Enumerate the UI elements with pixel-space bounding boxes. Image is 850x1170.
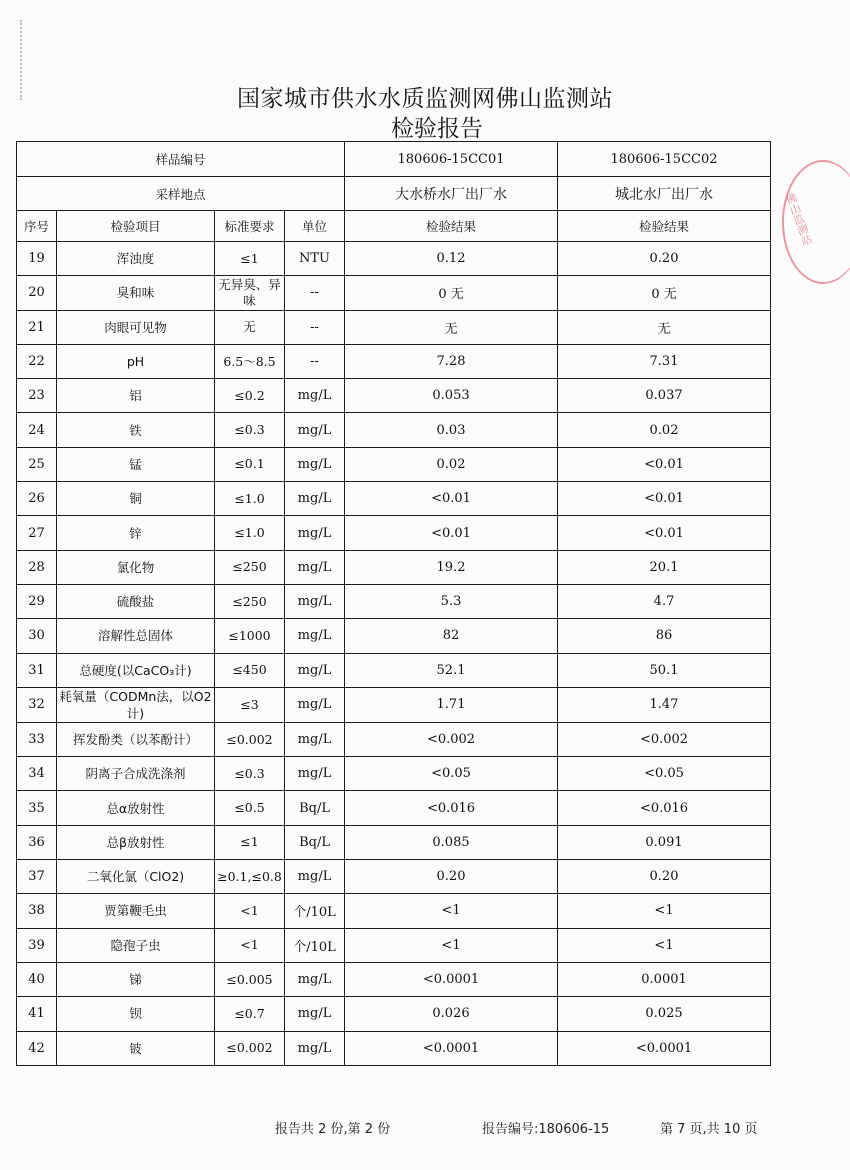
report-title: 国家城市供水水质监测网佛山监测站 bbox=[237, 86, 613, 112]
cell-seq: 34 bbox=[17, 757, 57, 791]
cell-unit: mg/L bbox=[285, 687, 345, 722]
cell-result-1: <1 bbox=[345, 928, 558, 962]
cell-seq: 35 bbox=[17, 791, 57, 825]
cell-item: 总β放射性 bbox=[57, 825, 215, 859]
table-row bbox=[17, 242, 771, 276]
cell-std: ≤250 bbox=[215, 584, 285, 618]
cell-std: 6.5～8.5 bbox=[215, 344, 285, 378]
cell-std: ≤1000 bbox=[215, 619, 285, 653]
cell-result-2: 4.7 bbox=[558, 584, 771, 618]
cell-result-1: 0 无 bbox=[345, 276, 558, 310]
cell-item: 总α放射性 bbox=[57, 791, 215, 825]
table-row bbox=[17, 791, 771, 825]
cell-seq: 42 bbox=[17, 1031, 57, 1065]
cell-result-1: 0.03 bbox=[345, 413, 558, 447]
cell-item: 溶解性总固体 bbox=[57, 619, 215, 653]
cell-item: 总硬度(以CaCO₃计) bbox=[57, 653, 215, 687]
col-unit: 单位 bbox=[285, 211, 345, 242]
cell-result-2: 1.47 bbox=[558, 687, 771, 722]
cell-seq: 24 bbox=[17, 413, 57, 447]
cell-unit: mg/L bbox=[285, 584, 345, 618]
cell-result-2: 20.1 bbox=[558, 550, 771, 584]
cell-item: 锑 bbox=[57, 962, 215, 996]
cell-std: ≤0.5 bbox=[215, 791, 285, 825]
col-result-2: 检验结果 bbox=[558, 211, 771, 242]
cell-std: ≤0.3 bbox=[215, 757, 285, 791]
footer-copies: 报告共 2 份,第 2 份 bbox=[275, 1122, 391, 1137]
cell-result-1: <0.01 bbox=[345, 516, 558, 550]
cell-result-1: <0.05 bbox=[345, 757, 558, 791]
cell-result-1: 7.28 bbox=[345, 344, 558, 378]
cell-std: ≤250 bbox=[215, 550, 285, 584]
cell-result-1: 0.085 bbox=[345, 825, 558, 859]
cell-seq: 21 bbox=[17, 310, 57, 344]
table-row bbox=[17, 860, 771, 894]
cell-result-1: 82 bbox=[345, 619, 558, 653]
table-row bbox=[17, 584, 771, 618]
cell-unit: mg/L bbox=[285, 757, 345, 791]
cell-result-1: <0.0001 bbox=[345, 1031, 558, 1065]
table-row bbox=[17, 825, 771, 859]
cell-std: ≤0.005 bbox=[215, 962, 285, 996]
cell-std: <1 bbox=[215, 894, 285, 928]
cell-result-2: 0 无 bbox=[558, 276, 771, 310]
sample-no-label: 样品编号 bbox=[17, 142, 345, 177]
cell-unit: mg/L bbox=[285, 860, 345, 894]
cell-std: ≤1 bbox=[215, 242, 285, 276]
table-row bbox=[17, 928, 771, 962]
cell-item: 硫酸盐 bbox=[57, 584, 215, 618]
location-2: 城北水厂出厂水 bbox=[558, 177, 771, 211]
cell-result-1: <1 bbox=[345, 894, 558, 928]
cell-result-2: 无 bbox=[558, 310, 771, 344]
cell-result-1: 0.02 bbox=[345, 447, 558, 481]
cell-unit: mg/L bbox=[285, 722, 345, 756]
table-row bbox=[17, 447, 771, 481]
cell-std: ≤0.3 bbox=[215, 413, 285, 447]
table-row bbox=[17, 1031, 771, 1065]
cell-seq: 25 bbox=[17, 447, 57, 481]
cell-result-1: 无 bbox=[345, 310, 558, 344]
cell-unit: 个/10L bbox=[285, 928, 345, 962]
cell-result-2: 0.037 bbox=[558, 379, 771, 413]
table-row bbox=[17, 550, 771, 584]
cell-seq: 32 bbox=[17, 687, 57, 722]
cell-result-2: <0.01 bbox=[558, 482, 771, 516]
location-1: 大水桥水厂出厂水 bbox=[345, 177, 558, 211]
cell-std: ≤0.2 bbox=[215, 379, 285, 413]
cell-unit: -- bbox=[285, 344, 345, 378]
cell-unit: mg/L bbox=[285, 653, 345, 687]
cell-result-1: 1.71 bbox=[345, 687, 558, 722]
cell-seq: 26 bbox=[17, 482, 57, 516]
cell-result-2: 0.20 bbox=[558, 242, 771, 276]
cell-item: 阴离子合成洗涤剂 bbox=[57, 757, 215, 791]
footer-page: 第 7 页,共 10 页 bbox=[660, 1122, 758, 1137]
table-row bbox=[17, 482, 771, 516]
cell-std: ≤1 bbox=[215, 825, 285, 859]
cell-result-1: 0.026 bbox=[345, 997, 558, 1031]
cell-result-2: <0.0001 bbox=[558, 1031, 771, 1065]
cell-seq: 20 bbox=[17, 276, 57, 310]
cell-item: 耗氧量（CODMn法，以O2计) bbox=[57, 687, 215, 722]
cell-unit: 个/10L bbox=[285, 894, 345, 928]
cell-result-1: 5.3 bbox=[345, 584, 558, 618]
cell-item: 二氧化氯（ClO2) bbox=[57, 860, 215, 894]
cell-result-2: 50.1 bbox=[558, 653, 771, 687]
cell-std: ≤0.002 bbox=[215, 722, 285, 756]
col-item: 检验项目 bbox=[57, 211, 215, 242]
cell-unit: mg/L bbox=[285, 447, 345, 481]
cell-unit: mg/L bbox=[285, 962, 345, 996]
table-row bbox=[17, 757, 771, 791]
table-row bbox=[17, 516, 771, 550]
cell-result-1: 19.2 bbox=[345, 550, 558, 584]
cell-result-1: 0.12 bbox=[345, 242, 558, 276]
table-row bbox=[17, 413, 771, 447]
table-row bbox=[17, 894, 771, 928]
col-result-1: 检验结果 bbox=[345, 211, 558, 242]
table-row bbox=[17, 619, 771, 653]
cell-result-2: 7.31 bbox=[558, 344, 771, 378]
col-seq: 序号 bbox=[17, 211, 57, 242]
cell-result-2: 0.091 bbox=[558, 825, 771, 859]
cell-result-1: <0.0001 bbox=[345, 962, 558, 996]
cell-unit: NTU bbox=[285, 242, 345, 276]
location-label: 采样地点 bbox=[17, 177, 345, 211]
cell-seq: 30 bbox=[17, 619, 57, 653]
cell-result-2: 86 bbox=[558, 619, 771, 653]
inspection-table bbox=[16, 141, 771, 1066]
cell-seq: 37 bbox=[17, 860, 57, 894]
cell-seq: 29 bbox=[17, 584, 57, 618]
table-row bbox=[17, 344, 771, 378]
cell-unit: Bq/L bbox=[285, 791, 345, 825]
cell-seq: 33 bbox=[17, 722, 57, 756]
cell-std: ≤0.7 bbox=[215, 997, 285, 1031]
table-row bbox=[17, 722, 771, 756]
cell-seq: 39 bbox=[17, 928, 57, 962]
cell-unit: mg/L bbox=[285, 516, 345, 550]
cell-unit: -- bbox=[285, 310, 345, 344]
stamp-text: 佛山监测站 bbox=[782, 191, 814, 248]
footer-report-no: 报告编号:180606-15 bbox=[482, 1122, 610, 1137]
cell-std: ≤450 bbox=[215, 653, 285, 687]
cell-seq: 19 bbox=[17, 242, 57, 276]
cell-item: 浑浊度 bbox=[57, 242, 215, 276]
cell-std: ≤3 bbox=[215, 687, 285, 722]
cell-seq: 38 bbox=[17, 894, 57, 928]
cell-item: 铜 bbox=[57, 482, 215, 516]
cell-result-2: 0.02 bbox=[558, 413, 771, 447]
cell-seq: 31 bbox=[17, 653, 57, 687]
cell-seq: 40 bbox=[17, 962, 57, 996]
cell-item: 氯化物 bbox=[57, 550, 215, 584]
cell-unit: Bq/L bbox=[285, 825, 345, 859]
cell-seq: 27 bbox=[17, 516, 57, 550]
cell-unit: mg/L bbox=[285, 1031, 345, 1065]
cell-seq: 41 bbox=[17, 997, 57, 1031]
cell-unit: mg/L bbox=[285, 379, 345, 413]
cell-result-2: <0.016 bbox=[558, 791, 771, 825]
cell-item: 隐孢子虫 bbox=[57, 928, 215, 962]
table-row bbox=[17, 276, 771, 310]
cell-result-1: <0.016 bbox=[345, 791, 558, 825]
cell-item: 铁 bbox=[57, 413, 215, 447]
cell-std: ≥0.1,≤0.8 bbox=[215, 860, 285, 894]
cell-item: pH bbox=[57, 344, 215, 378]
cell-result-2: 0.20 bbox=[558, 860, 771, 894]
report-subtitle: 检验报告 bbox=[391, 116, 483, 142]
cell-std: ≤0.002 bbox=[215, 1031, 285, 1065]
cell-seq: 28 bbox=[17, 550, 57, 584]
cell-item: 铝 bbox=[57, 379, 215, 413]
red-seal-stamp bbox=[782, 160, 850, 284]
cell-seq: 23 bbox=[17, 379, 57, 413]
cell-unit: mg/L bbox=[285, 413, 345, 447]
table-row bbox=[17, 379, 771, 413]
cell-std: 无 bbox=[215, 310, 285, 344]
cell-unit: mg/L bbox=[285, 997, 345, 1031]
cell-unit: mg/L bbox=[285, 550, 345, 584]
cell-unit: mg/L bbox=[285, 482, 345, 516]
cell-seq: 22 bbox=[17, 344, 57, 378]
cell-unit: mg/L bbox=[285, 619, 345, 653]
cell-item: 挥发酚类（以苯酚计） bbox=[57, 722, 215, 756]
cell-item: 肉眼可见物 bbox=[57, 310, 215, 344]
table-row bbox=[17, 997, 771, 1031]
table-row bbox=[17, 310, 771, 344]
cell-item: 锰 bbox=[57, 447, 215, 481]
cell-std: ≤0.1 bbox=[215, 447, 285, 481]
cell-item: 钡 bbox=[57, 997, 215, 1031]
table-row bbox=[17, 962, 771, 996]
cell-result-1: <0.01 bbox=[345, 482, 558, 516]
cell-result-2: <1 bbox=[558, 928, 771, 962]
cell-item: 臭和味 bbox=[57, 276, 215, 310]
cell-result-2: 0.0001 bbox=[558, 962, 771, 996]
cell-seq: 36 bbox=[17, 825, 57, 859]
cell-unit: -- bbox=[285, 276, 345, 310]
cell-item: 锌 bbox=[57, 516, 215, 550]
sample-no-1: 180606-15CC01 bbox=[345, 142, 558, 177]
cell-result-2: <1 bbox=[558, 894, 771, 928]
cell-result-2: 0.025 bbox=[558, 997, 771, 1031]
cell-result-2: <0.01 bbox=[558, 516, 771, 550]
sample-no-2: 180606-15CC02 bbox=[558, 142, 771, 177]
cell-result-1: 0.053 bbox=[345, 379, 558, 413]
cell-item: 铍 bbox=[57, 1031, 215, 1065]
cell-result-1: 0.20 bbox=[345, 860, 558, 894]
cell-result-2: <0.002 bbox=[558, 722, 771, 756]
table-row bbox=[17, 653, 771, 687]
cell-result-1: 52.1 bbox=[345, 653, 558, 687]
cell-item: 贾第鞭毛虫 bbox=[57, 894, 215, 928]
cell-result-1: <0.002 bbox=[345, 722, 558, 756]
cell-std: ≤1.0 bbox=[215, 482, 285, 516]
cell-std: ≤1.0 bbox=[215, 516, 285, 550]
cell-std: 无异臭、异味 bbox=[215, 276, 285, 310]
table-row bbox=[17, 687, 771, 722]
cell-result-2: <0.05 bbox=[558, 757, 771, 791]
cell-result-2: <0.01 bbox=[558, 447, 771, 481]
col-std: 标准要求 bbox=[215, 211, 285, 242]
cell-std: <1 bbox=[215, 928, 285, 962]
